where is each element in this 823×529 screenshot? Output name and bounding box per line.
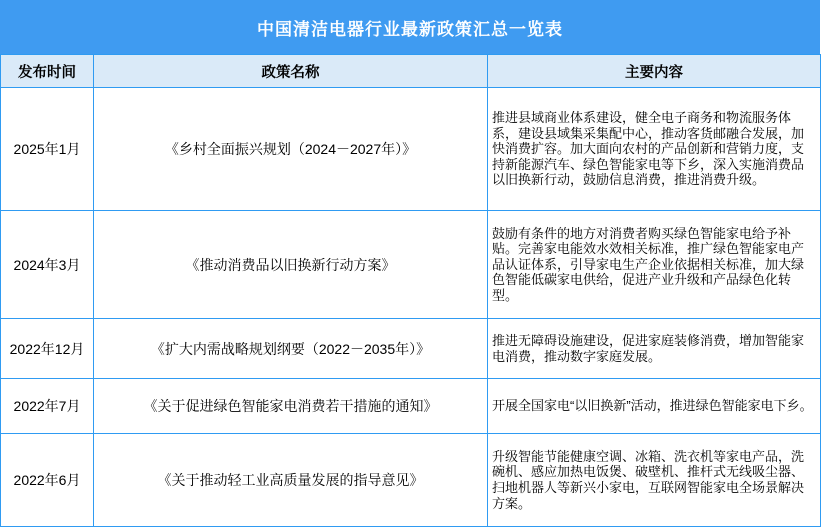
publish-date-cell: 2022年12月 [1, 319, 94, 379]
main-content-cell: 升级智能节能健康空调、冰箱、洗衣机等家电产品，洗碗机、感应加热电饭煲、破壁机、推杆式无线吸尘器、扫地机器人等新兴小家电，互联网智能家电全场景解决方案。 [488, 434, 821, 527]
header-row [1, 55, 821, 88]
publish-date-cell: 2025年1月 [1, 88, 94, 211]
table-row [1, 88, 821, 211]
table-row [1, 434, 821, 527]
policy-name-cell: 《扩大内需战略规划纲要（2022－2035年）》 [94, 319, 488, 379]
policy-name-cell: 《关于促进绿色智能家电消费若干措施的通知》 [94, 379, 488, 434]
table-row [1, 379, 821, 434]
table-body [1, 88, 821, 527]
policy-table [0, 54, 821, 527]
table-header [1, 55, 821, 88]
publish-date-cell: 2022年6月 [1, 434, 94, 527]
table-row [1, 319, 821, 379]
publish-date-cell: 2024年3月 [1, 211, 94, 319]
policy-name-cell: 《关于推动轻工业高质量发展的指导意见》 [94, 434, 488, 527]
col-header-policy-name: 政策名称 [94, 55, 488, 88]
main-content-cell: 推进无障碍设施建设，促进家庭装修消费，增加智能家电消费，推动数字家庭发展。 [488, 319, 821, 379]
col-header-publish-date: 发布时间 [1, 55, 94, 88]
page-title: 中国清洁电器行业最新政策汇总一览表 [0, 0, 820, 54]
main-content-cell: 推进县域商业体系建设，健全电子商务和物流服务体系，建设县域集采集配中心，推动客货邮融合发展，加快消费扩容。加大面向农村的产品创新和营销力度，支持新能源汽车、绿色智能家电等下乡，深入实施消费品以旧换新行动，鼓励信息消费，推进消费升级。 [488, 88, 821, 211]
main-content-cell: 开展全国家电“以旧换新”活动，推进绿色智能家电下乡。 [488, 379, 821, 434]
col-header-main-content: 主要内容 [488, 55, 821, 88]
publish-date-cell: 2022年7月 [1, 379, 94, 434]
policy-name-cell: 《推动消费品以旧换新行动方案》 [94, 211, 488, 319]
main-content-cell: 鼓励有条件的地方对消费者购买绿色智能家电给予补贴。完善家电能效水效相关标准，推广绿色智能家电产品认证体系，引导家电生产企业依据相关标准，加大绿色智能低碳家电供给，促进产业升级和产品绿色化转型。 [488, 211, 821, 319]
table-row [1, 211, 821, 319]
policy-name-cell: 《乡村全面振兴规划（2024－2027年）》 [94, 88, 488, 211]
